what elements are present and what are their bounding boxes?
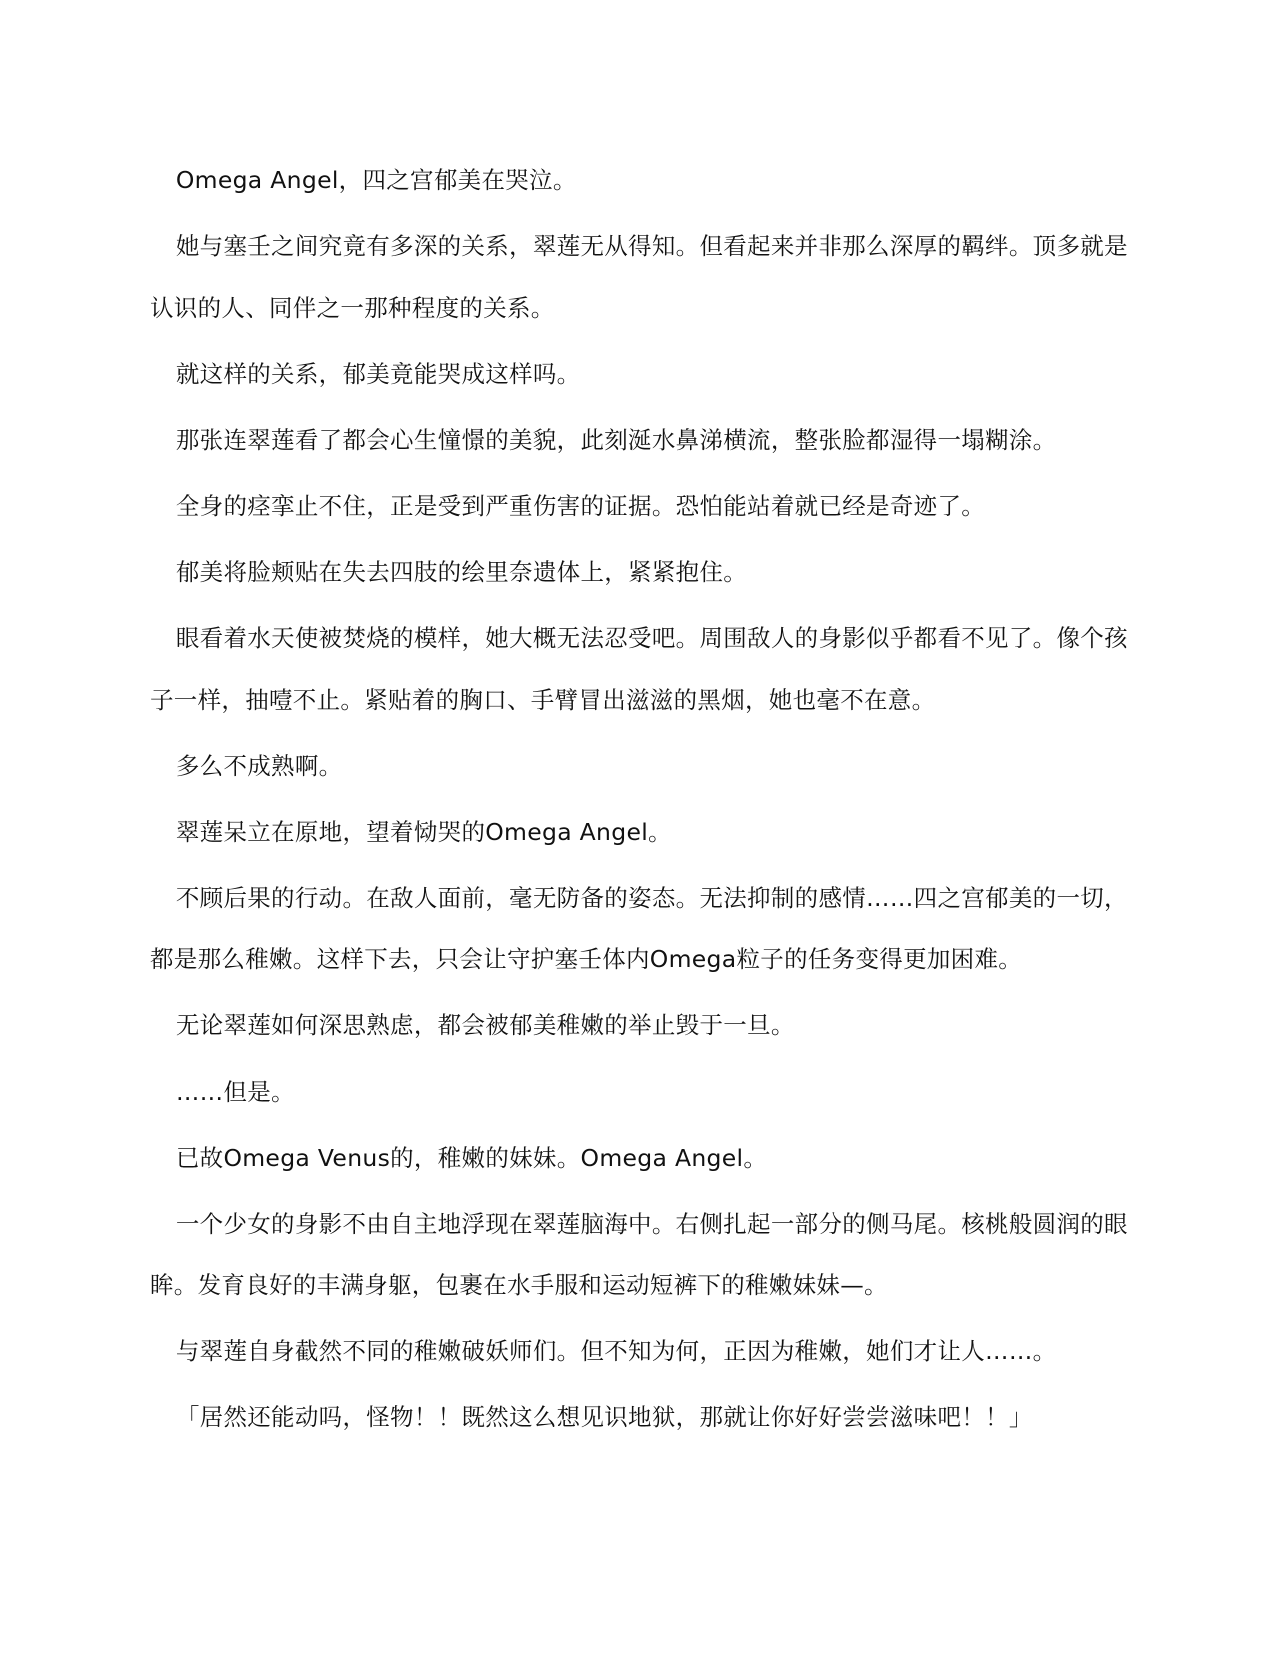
paragraph: 郁美将脸颊贴在失去四肢的绘里奈遗体上，紧紧抱住。	[175, 557, 748, 586]
paragraph: 眼看着水天使被焚烧的模样，她大概无法忍受吧。周围敌人的身影似乎都看不见了。像个孩子一样，抽噎不止。紧贴着的胸口、手臂冒出滋滋的黑烟，她也毫不在意。	[150, 624, 1128, 714]
paragraph: ……但是。	[175, 1077, 295, 1106]
story-text	[150, 150, 1130, 1454]
paragraph: 一个少女的身影不由自主地浮现在翠莲脑海中。右侧扎起一部分的侧马尾。核桃般圆润的眼眸。发育良好的丰满身躯，包裹在水手服和运动短裤下的稚嫩妹妹—。	[150, 1209, 1128, 1300]
paragraph: 无论翠莲如何深思熟虑，都会被郁美稚嫩的举止毁于一旦。	[175, 1011, 795, 1040]
paragraph: 她与塞壬之间究竟有多深的关系，翠莲无从得知。但看起来并非那么深厚的羁绊。顶多就是认识的人、同伴之一那种程度的关系。	[150, 232, 1128, 322]
paragraph: 多么不成熟啊。	[175, 751, 343, 780]
paragraph: Omega Angel，四之宫郁美在哭泣。	[175, 166, 577, 194]
dialogue-line: 「居然还能动吗，怪物！！既然这么想见识地狱，那就让你好好尝尝滋味吧！！」	[175, 1403, 1033, 1432]
paragraph: 翠莲呆立在原地，望着恸哭的Omega Angel。	[175, 817, 672, 846]
paragraph: 那张连翠莲看了都会心生憧憬的美貌，此刻涎水鼻涕横流，整张脸都湿得一塌糊涂。	[175, 425, 1057, 454]
paragraph: 不顾后果的行动。在敌人面前，毫无防备的姿态。无法抑制的感情……四之宫郁美的一切，都是那么稚嫩。这样下去，只会让守护塞壬体内Omega粒子的任务变得更加困难。	[150, 883, 1128, 974]
paragraph: 与翠莲自身截然不同的稚嫩破妖师们。但不知为何，正因为稚嫩，她们才让人……。	[175, 1337, 1057, 1366]
paragraph: 就这样的关系，郁美竟能哭成这样吗。	[175, 359, 581, 388]
paragraph: 全身的痉挛止不住，正是受到严重伤害的证据。恐怕能站着就已经是奇迹了。	[175, 491, 986, 520]
paragraph: 已故Omega Venus的，稚嫩的妹妹。Omega Angel。	[175, 1143, 768, 1172]
